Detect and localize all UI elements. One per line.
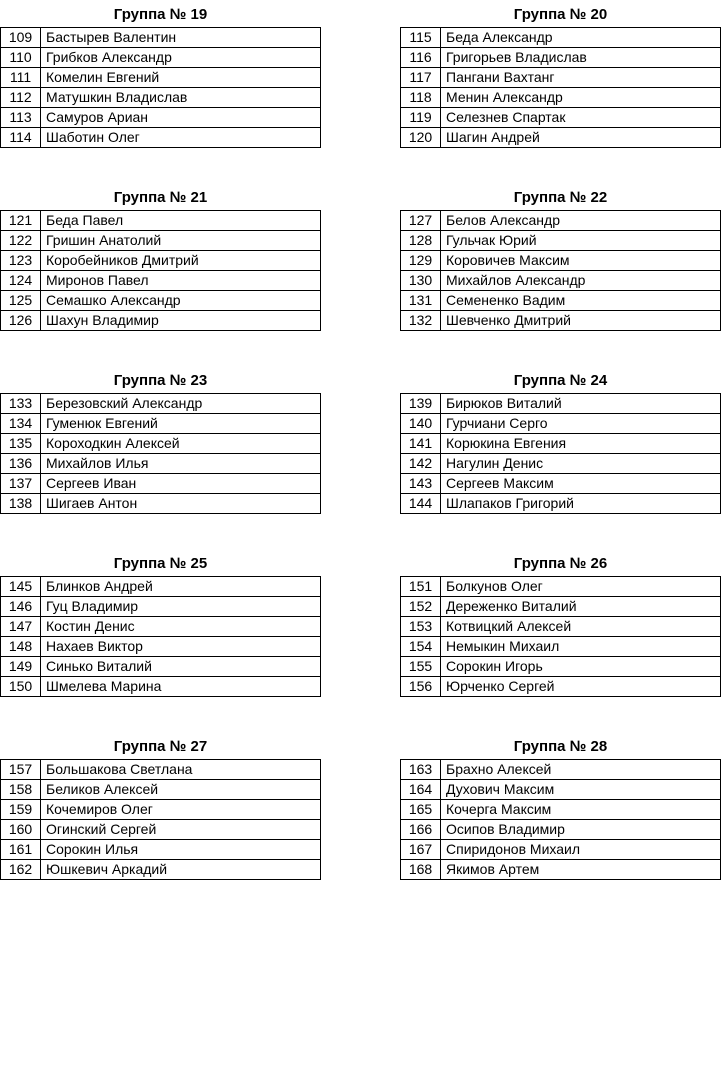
- participant-name: Березовский Александр: [41, 394, 321, 414]
- row-number: 160: [1, 820, 41, 840]
- table-row: [1, 211, 321, 231]
- row-number: 168: [401, 860, 441, 880]
- row-number: 117: [401, 68, 441, 88]
- table-row: [401, 840, 721, 860]
- group-table: [0, 27, 321, 148]
- table-row: [401, 211, 721, 231]
- participant-name: Менин Александр: [441, 88, 721, 108]
- participant-name: Беда Павел: [41, 211, 321, 231]
- row-number: 118: [401, 88, 441, 108]
- row-number: 152: [401, 597, 441, 617]
- table-row: [401, 800, 721, 820]
- participant-name: Синько Виталий: [41, 657, 321, 677]
- group-title: Группа № 19: [113, 6, 208, 23]
- participant-name: Котвицкий Алексей: [441, 617, 721, 637]
- participant-name: Кочемиров Олег: [41, 800, 321, 820]
- row-number: 157: [1, 760, 41, 780]
- table-row: [1, 48, 321, 68]
- participant-name: Белов Александр: [441, 211, 721, 231]
- group-table: [400, 27, 721, 148]
- row-number: 135: [1, 434, 41, 454]
- row-number: 121: [1, 211, 41, 231]
- table-row: [1, 577, 321, 597]
- row-number: 162: [1, 860, 41, 880]
- row-number: 122: [1, 231, 41, 251]
- row-number: 148: [1, 637, 41, 657]
- row-number: 120: [401, 128, 441, 148]
- row-number: 145: [1, 577, 41, 597]
- table-row: [401, 231, 721, 251]
- participant-name: Спиридонов Михаил: [441, 840, 721, 860]
- group-title: Группа № 27: [113, 738, 208, 755]
- table-row: [1, 597, 321, 617]
- table-row: [1, 780, 321, 800]
- table-row: [1, 231, 321, 251]
- participant-name: Беликов Алексей: [41, 780, 321, 800]
- participant-name: Духович Максим: [441, 780, 721, 800]
- table-row: [1, 291, 321, 311]
- row-number: 167: [401, 840, 441, 860]
- participant-name: Нахаев Виктор: [41, 637, 321, 657]
- row-number: 149: [1, 657, 41, 677]
- table-row: [1, 860, 321, 880]
- table-row: [401, 291, 721, 311]
- participant-name: Бастырев Валентин: [41, 28, 321, 48]
- participant-name: Корюкина Евгения: [441, 434, 721, 454]
- group-table: [0, 759, 321, 880]
- table-row: [401, 251, 721, 271]
- row-number: 131: [401, 291, 441, 311]
- group-table: [0, 393, 321, 514]
- table-row: [401, 860, 721, 880]
- participant-name: Шмелева Марина: [41, 677, 321, 697]
- row-number: 128: [401, 231, 441, 251]
- table-row: [401, 677, 721, 697]
- row-number: 155: [401, 657, 441, 677]
- table-row: [1, 677, 321, 697]
- group-table: [400, 210, 721, 331]
- row-number: 110: [1, 48, 41, 68]
- row-number: 116: [401, 48, 441, 68]
- participant-name: Шахун Владимир: [41, 311, 321, 331]
- table-row: [401, 88, 721, 108]
- table-row: [401, 68, 721, 88]
- table-row: [401, 28, 721, 48]
- row-number: 163: [401, 760, 441, 780]
- row-number: 115: [401, 28, 441, 48]
- row-number: 114: [1, 128, 41, 148]
- table-row: [1, 617, 321, 637]
- participant-name: Болкунов Олег: [441, 577, 721, 597]
- row-number: 144: [401, 494, 441, 514]
- table-row: [1, 820, 321, 840]
- row-number: 119: [401, 108, 441, 128]
- participant-name: Гульчак Юрий: [441, 231, 721, 251]
- table-row: [1, 657, 321, 677]
- participant-name: Беда Александр: [441, 28, 721, 48]
- row-number: 129: [401, 251, 441, 271]
- participant-name: Брахно Алексей: [441, 760, 721, 780]
- row-number: 161: [1, 840, 41, 860]
- participant-name: Гуц Владимир: [41, 597, 321, 617]
- participant-name: Пангани Вахтанг: [441, 68, 721, 88]
- table-row: [401, 780, 721, 800]
- row-number: 143: [401, 474, 441, 494]
- table-row: [401, 820, 721, 840]
- participant-name: Селезнев Спартак: [441, 108, 721, 128]
- participant-name: Гришин Анатолий: [41, 231, 321, 251]
- table-row: [1, 800, 321, 820]
- table-row: [401, 474, 721, 494]
- group-table: [400, 576, 721, 697]
- participant-name: Шигаев Антон: [41, 494, 321, 514]
- row-number: 158: [1, 780, 41, 800]
- table-row: [401, 617, 721, 637]
- participant-name: Юшкевич Аркадий: [41, 860, 321, 880]
- row-number: 109: [1, 28, 41, 48]
- participant-name: Немыкин Михаил: [441, 637, 721, 657]
- table-row: [1, 108, 321, 128]
- table-row: [401, 597, 721, 617]
- participant-name: Самуров Ариан: [41, 108, 321, 128]
- participant-name: Сергеев Иван: [41, 474, 321, 494]
- row-number: 154: [401, 637, 441, 657]
- group-title: Группа № 25: [113, 555, 208, 572]
- participant-name: Миронов Павел: [41, 271, 321, 291]
- participant-name: Бирюков Виталий: [441, 394, 721, 414]
- table-row: [1, 474, 321, 494]
- group-title: Группа № 20: [513, 6, 608, 23]
- participant-name: Осипов Владимир: [441, 820, 721, 840]
- participant-name: Нагулин Денис: [441, 454, 721, 474]
- table-row: [1, 637, 321, 657]
- table-row: [401, 637, 721, 657]
- row-number: 133: [1, 394, 41, 414]
- row-number: 126: [1, 311, 41, 331]
- table-row: [1, 454, 321, 474]
- table-row: [1, 251, 321, 271]
- row-number: 127: [401, 211, 441, 231]
- table-row: [401, 414, 721, 434]
- participant-name: Григорьев Владислав: [441, 48, 721, 68]
- table-row: [1, 68, 321, 88]
- participant-name: Комелин Евгений: [41, 68, 321, 88]
- participant-name: Коробейников Дмитрий: [41, 251, 321, 271]
- group-title: Группа № 21: [113, 189, 208, 206]
- participant-name: Якимов Артем: [441, 860, 721, 880]
- group-title: Группа № 22: [513, 189, 608, 206]
- row-number: 141: [401, 434, 441, 454]
- row-number: 146: [1, 597, 41, 617]
- table-row: [1, 128, 321, 148]
- row-number: 147: [1, 617, 41, 637]
- participant-name: Шлапаков Григорий: [441, 494, 721, 514]
- group-title: Группа № 26: [513, 555, 608, 572]
- participant-name: Шевченко Дмитрий: [441, 311, 721, 331]
- participant-name: Большакова Светлана: [41, 760, 321, 780]
- row-number: 166: [401, 820, 441, 840]
- row-number: 111: [1, 68, 41, 88]
- row-number: 151: [401, 577, 441, 597]
- participant-name: Блинков Андрей: [41, 577, 321, 597]
- group-title: Группа № 28: [513, 738, 608, 755]
- row-number: 112: [1, 88, 41, 108]
- participant-name: Гуменюк Евгений: [41, 414, 321, 434]
- group-table: [400, 393, 721, 514]
- participant-name: Шагин Андрей: [441, 128, 721, 148]
- table-row: [1, 414, 321, 434]
- row-number: 132: [401, 311, 441, 331]
- row-number: 165: [401, 800, 441, 820]
- table-row: [1, 394, 321, 414]
- participant-name: Короходкин Алексей: [41, 434, 321, 454]
- table-row: [1, 311, 321, 331]
- row-number: 123: [1, 251, 41, 271]
- table-row: [1, 494, 321, 514]
- table-row: [401, 128, 721, 148]
- table-row: [401, 434, 721, 454]
- participant-name: Сорокин Игорь: [441, 657, 721, 677]
- row-number: 156: [401, 677, 441, 697]
- participant-name: Семашко Александр: [41, 291, 321, 311]
- row-number: 142: [401, 454, 441, 474]
- row-number: 125: [1, 291, 41, 311]
- participant-name: Матушкин Владислав: [41, 88, 321, 108]
- participant-name: Коровичев Максим: [441, 251, 721, 271]
- table-row: [401, 760, 721, 780]
- row-number: 153: [401, 617, 441, 637]
- participant-name: Огинский Сергей: [41, 820, 321, 840]
- participant-name: Михайлов Александр: [441, 271, 721, 291]
- table-row: [1, 271, 321, 291]
- table-row: [401, 577, 721, 597]
- participant-name: Сорокин Илья: [41, 840, 321, 860]
- row-number: 159: [1, 800, 41, 820]
- participant-name: Дереженко Виталий: [441, 597, 721, 617]
- row-number: 150: [1, 677, 41, 697]
- table-row: [1, 434, 321, 454]
- participant-name: Семененко Вадим: [441, 291, 721, 311]
- row-number: 130: [401, 271, 441, 291]
- table-row: [401, 108, 721, 128]
- table-row: [401, 271, 721, 291]
- group-table: [0, 210, 321, 331]
- row-number: 139: [401, 394, 441, 414]
- group-table: [400, 759, 721, 880]
- participant-name: Шаботин Олег: [41, 128, 321, 148]
- table-row: [401, 48, 721, 68]
- table-row: [401, 494, 721, 514]
- row-number: 136: [1, 454, 41, 474]
- row-number: 124: [1, 271, 41, 291]
- participant-name: Грибков Александр: [41, 48, 321, 68]
- row-number: 113: [1, 108, 41, 128]
- table-row: [1, 840, 321, 860]
- table-row: [401, 394, 721, 414]
- row-number: 137: [1, 474, 41, 494]
- table-row: [1, 760, 321, 780]
- table-row: [1, 88, 321, 108]
- participant-name: Михайлов Илья: [41, 454, 321, 474]
- table-row: [401, 454, 721, 474]
- table-row: [401, 311, 721, 331]
- row-number: 140: [401, 414, 441, 434]
- participant-name: Сергеев Максим: [441, 474, 721, 494]
- participant-name: Юрченко Сергей: [441, 677, 721, 697]
- participant-name: Кочерга Максим: [441, 800, 721, 820]
- group-title: Группа № 24: [513, 372, 608, 389]
- row-number: 138: [1, 494, 41, 514]
- table-row: [1, 28, 321, 48]
- group-title: Группа № 23: [113, 372, 208, 389]
- group-table: [0, 576, 321, 697]
- row-number: 164: [401, 780, 441, 800]
- table-row: [401, 657, 721, 677]
- row-number: 134: [1, 414, 41, 434]
- participant-name: Гурчиани Серго: [441, 414, 721, 434]
- participant-name: Костин Денис: [41, 617, 321, 637]
